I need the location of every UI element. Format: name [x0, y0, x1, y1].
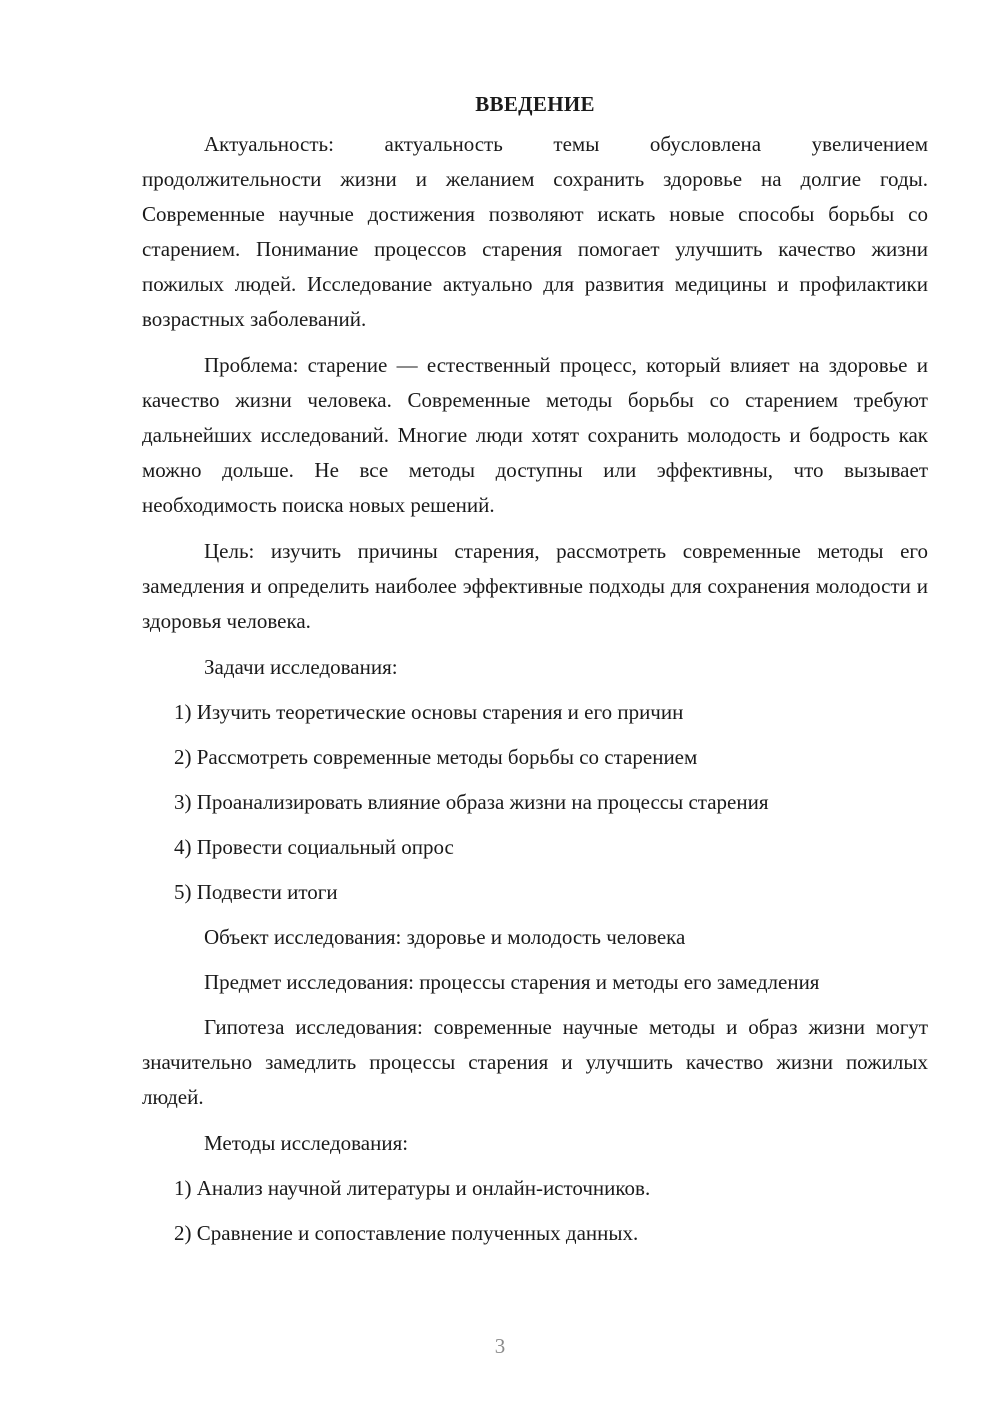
- page-number: 3: [494, 1334, 506, 1358]
- relevance-paragraph: Актуальность: актуальность темы обусловлена увеличением продолжительности жизни и желанием сохранить здоровье на долгие годы. Современные научные достижения позволяют искать новые способы борьбы со старением. Понимание процессов старения помогает улучшить качество жизни пожилых людей. Исследование актуально для развития медицины и профилактики возрастных заболеваний.: [142, 132, 928, 331]
- object-line: Объект исследования: здоровье и молодость человека: [204, 925, 686, 949]
- list-item: 4) Провести социальный опрос: [174, 835, 454, 859]
- methods-list: [142, 1171, 928, 1251]
- problem-paragraph: Проблема: старение — естественный процесс, который влияет на здоровье и качество жизни человека. Современные методы борьбы со старением требуют дальнейших исследований. Многие люди хотят сохранить молодость и бодрость как можно дольше. Не все методы доступны или эффективны, что вызывает необходимость поиска новых решений.: [142, 353, 928, 517]
- list-item: 1) Анализ научной литературы и онлайн-источников.: [174, 1176, 651, 1200]
- tasks-heading: Задачи исследования:: [204, 655, 398, 679]
- list-item: 1) Изучить теоретические основы старения и его причин: [174, 700, 684, 724]
- list-item: 2) Рассмотреть современные методы борьбы со старением: [174, 745, 698, 769]
- list-item: 5) Подвести итоги: [174, 880, 338, 904]
- list-item: 2) Сравнение и сопоставление полученных данных.: [174, 1221, 639, 1245]
- tasks-list: [142, 695, 928, 910]
- methods-heading: Методы исследования:: [204, 1131, 409, 1155]
- hypothesis-paragraph: Гипотеза исследования: современные научные методы и образ жизни могут значительно замедлить процессы старения и улучшить качество жизни пожилых людей.: [142, 1015, 928, 1109]
- list-item: 3) Проанализировать влияние образа жизни на процессы старения: [174, 790, 769, 814]
- goal-paragraph: Цель: изучить причины старения, рассмотреть современные методы его замедления и определить наиболее эффективные подходы для сохранения молодости и здоровья человека.: [142, 539, 928, 633]
- subject-line: Предмет исследования: процессы старения и методы его замедления: [204, 970, 820, 994]
- document-page: [142, 92, 928, 1261]
- section-title: ВВЕДЕНИЕ: [475, 92, 595, 116]
